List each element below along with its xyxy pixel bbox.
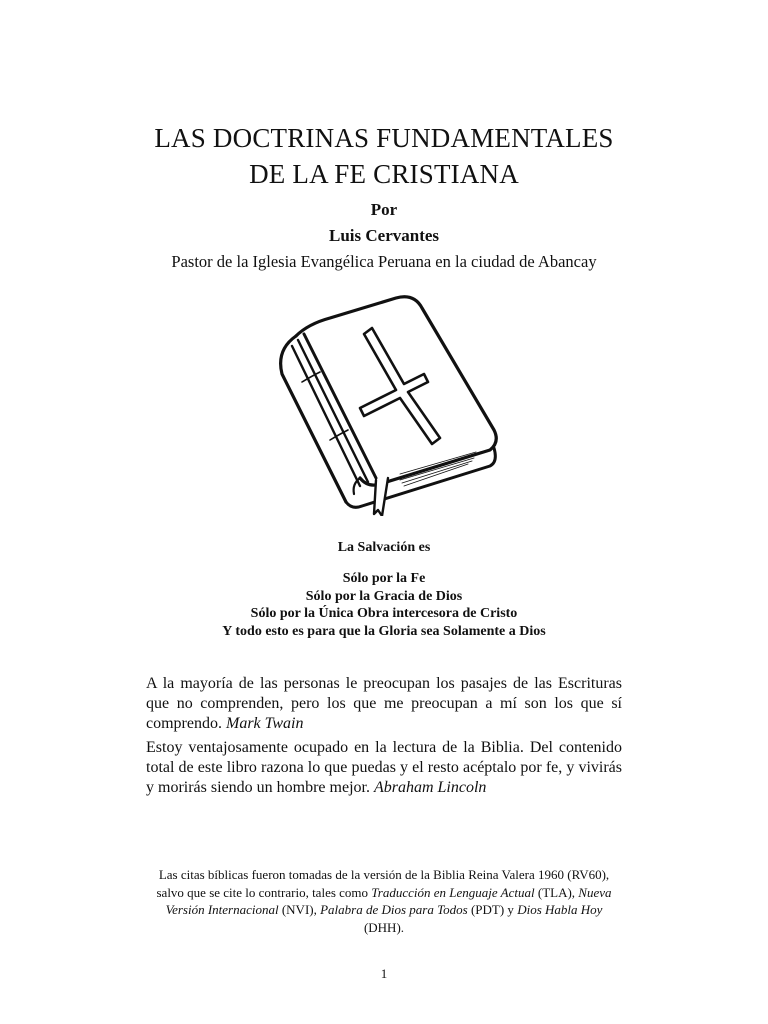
document-title-line-1: LAS DOCTRINAS FUNDAMENTALES (154, 123, 614, 154)
quote-text: A la mayoría de las personas le preocupan los pasajes de las Escrituras que no comprenden, pero los que me preocupan a mí son los que sí comprendo. (146, 675, 622, 732)
salvation-item: Sólo por la Gracia de Dios (305, 588, 463, 604)
bible-with-cross-icon (268, 288, 500, 516)
quote-abraham-lincoln (146, 738, 622, 798)
note-text: (DHH). (363, 919, 405, 935)
version-name-pdt: Palabra de Dios para Todos (320, 902, 468, 917)
note-text: (TLA), (534, 884, 579, 900)
salvation-list (0, 570, 768, 640)
note-text: (NVI), (278, 902, 321, 917)
quote-author: Abraham Lincoln (373, 779, 487, 796)
salvation-item: Sólo por la Fe (342, 571, 426, 586)
version-name-nvi: Nueva Versión Internacional (165, 884, 612, 917)
version-name-tla: Traducción en Lenguaje Actual (371, 884, 535, 900)
quote-author: Mark Twain (225, 715, 304, 732)
document-title-line-2: DE LA FE CRISTIANA (249, 159, 519, 190)
author-affiliation: Pastor de la Iglesia Evangélica Peruana en la ciudad de Abancay (171, 252, 597, 271)
note-text: Las citas bíblicas fueron tomadas de la versión de la Biblia Reina Valera 1960 (RV60), salvo que se cite lo contrario, tales como (156, 867, 610, 900)
salvation-heading: La Salvación es (337, 540, 431, 555)
salvation-item: Y todo esto es para que la Gloria sea Solamente a Dios (222, 623, 546, 639)
quote-text: Estoy ventajosamente ocupado en la lectura de la Biblia. Del contenido total de este libro razona lo que puedas y el resto acéptalo por fe, y vivirás y morirás siendo un hombre mejor. (146, 739, 622, 796)
bible-citation-note (146, 866, 622, 936)
quote-mark-twain (146, 674, 622, 734)
note-text: (PDT) y (467, 902, 518, 917)
author-name: Luis Cervantes (328, 226, 440, 245)
salvation-item: Sólo por la Única Obra intercesora de Cristo (250, 606, 518, 621)
by-label: Por (370, 200, 398, 219)
page-number: 1 (380, 966, 388, 981)
version-name-dhh: Dios Habla Hoy (517, 902, 603, 917)
